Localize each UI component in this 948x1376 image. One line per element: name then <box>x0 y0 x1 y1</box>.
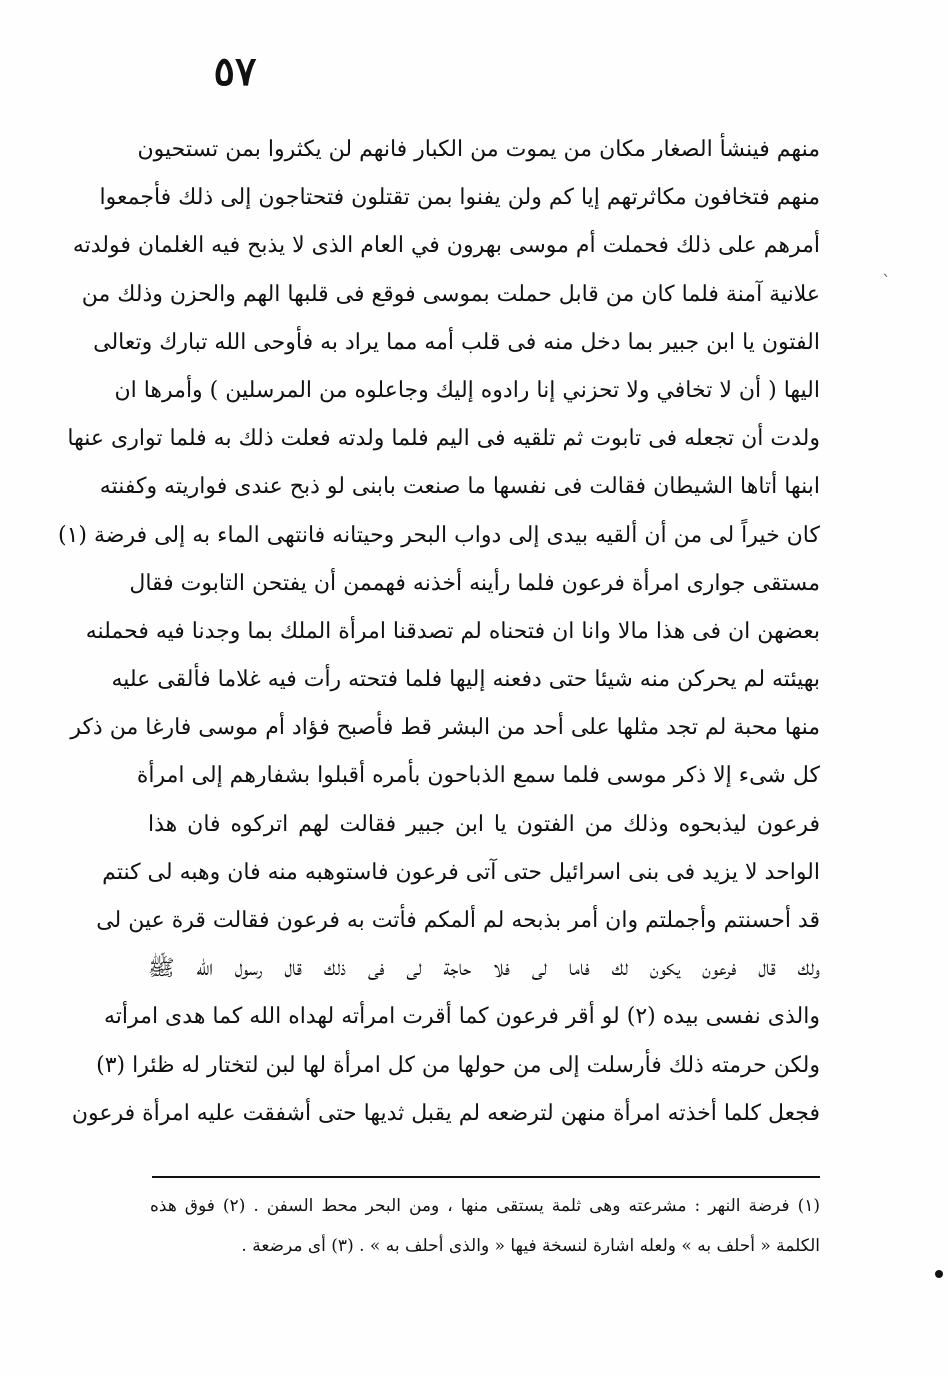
footnote-line: الكلمة « أحلف به » ولعله اشارة لنسخة فيها « والذى أحلف به » . (٣) أى مرضعة . <box>241 1236 820 1256</box>
text-line: فجعل كلما أخذته امرأة منهن لترضعه لم يقبل ثديها حتى أشفقت عليه امرأة فرعون <box>71 1100 820 1126</box>
ink-dot <box>935 1270 943 1278</box>
text-line: ولدت أن تجعله فى تابوت ثم تلقيه فى اليم فلما ولدته فعلت ذلك به فلما توارى عنها <box>67 426 820 452</box>
footnote-divider <box>152 1176 820 1178</box>
text-line: ابنها أتاها الشيطان فقالت فى نفسها ما صنعت بابنى لو ذبح عندى فواريته وكفنته <box>99 474 820 500</box>
text-line: الواحد لا يزيد فى بنى اسرائيل حتى آتى فرعون فاستوهبه منه فان وهبه لى كنتم <box>102 859 820 885</box>
text-line: بهيئته لم يحركن منه شيئا حتى دفعنه إليها فلما فتحته رأت فيه غلاما فألقى عليه <box>111 667 820 693</box>
text-line: الفتون يا ابن جبير بما دخل منه فى قلب أمه مما يراد به فأوحى الله تبارك وتعالى <box>93 329 820 355</box>
margin-mark: ˋ <box>882 272 891 293</box>
text-line: منهم فتخافون مكاثرتهم إيا كم ولن يفنوا بمن تقتلون فتحتاجون إلى ذلك فأجمعوا <box>99 185 820 211</box>
text-line: ولكن حرمته ذلك فأرسلت إلى من حولها من كل امرأة لها لبن لتختار له ظئرا (٣) <box>96 1052 820 1078</box>
footnote-line: (١) فرضة النهر : مشرعته وهى ثلمة يستقى منها ، ومن البحر محط السفن . (٢) فوق هذه <box>150 1196 820 1216</box>
text-line: قد أحسنتم وأجملتم وان أمر بذبحه لم ألمكم فأتت به فرعون فقالت قرة عين لى <box>96 908 820 933</box>
text-line: بعضهن ان فى هذا مالا وانا ان فتحناه لم تصدقنا امرأة الملك بما وجدنا فيه فحملنه <box>85 618 820 644</box>
main-text-block <box>57 126 820 1138</box>
text-line: فرعون ليذبحوه وذلك من الفتون يا ابن جبير فقالت لهم اتركوه فان هذا <box>148 811 820 837</box>
footnotes-block <box>150 1186 820 1266</box>
text-line: اليها ( أن لا تخافي ولا تحزني إنا رادوه إليك وجاعلوه من المرسلين ) وأمرها ان <box>114 377 820 403</box>
text-line: كان خيراً لى من أن ألقيه بيدى إلى دواب البحر وحيتانه فانتهى الماء به إلى فرضة (١) <box>57 522 820 548</box>
text-line: مستقى جوارى امرأة فرعون فلما رأينه أخذنه فهممن أن يفتحن التابوت فقال <box>129 570 820 596</box>
text-line: والذى نفسى بيده (٢) لو أقر فرعون كما أقرت امرأته لهداه الله كما هدى امرأته <box>104 1004 820 1030</box>
page-number: ٥٧ <box>213 48 257 95</box>
text-line: كل شىء إلا ذكر موسى فلما سمع الذباحون بأمره أقبلوا بشفارهم إلى امرأة <box>136 763 820 789</box>
text-line: منهم فينشأ الصغار مكان من يموت من الكبار فانهم لن يكثروا بمن تستحيون <box>137 137 820 162</box>
text-line: علانية آمنة فلما كان من قابل حملت بموسى فوقع فى قلبها الهم والحزن وذلك من <box>81 281 820 307</box>
text-line: ولك قال فرعون يكون لك فاما لى فلا حاجة لى فى ذلك قال رسول الله ﷺ <box>148 956 820 982</box>
text-line: أمرهم على ذلك فحملت أم موسى بهرون في العام الذى لا يذبح فيه الغلمان فولدته <box>72 233 820 259</box>
text-line: منها محبة لم تجد مثلها على أحد من البشر قط فأصبح فؤاد أم موسى فارغا من ذكر <box>70 715 820 741</box>
